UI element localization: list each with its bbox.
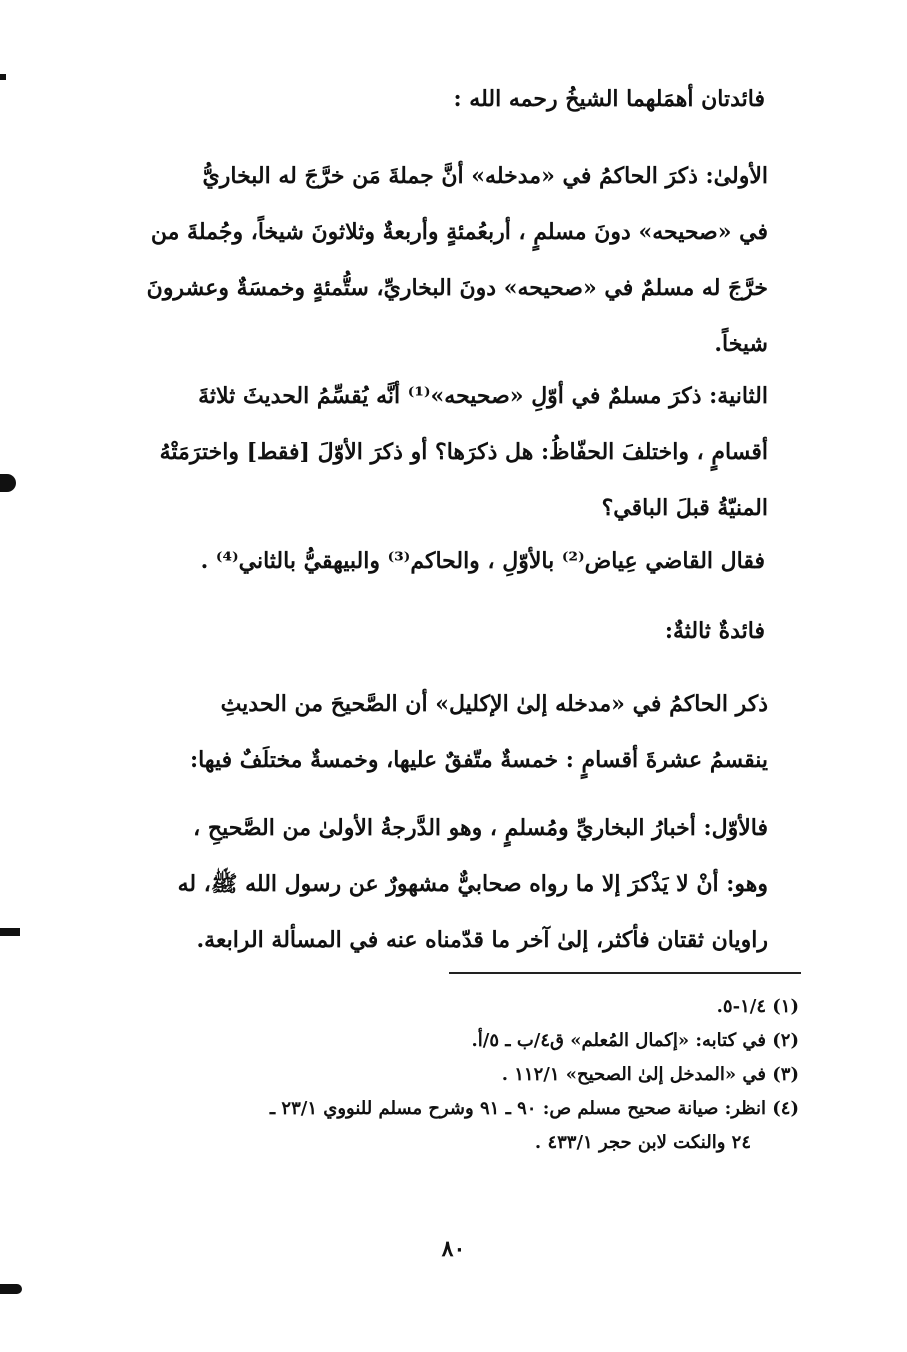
paragraph-first-category (108, 800, 768, 968)
text-line: ذكر الحاكمُ في «مدخله إلىٰ الإكليل» أن الصَّحيحَ من الحديثِ (220, 691, 768, 717)
text-line: خرَّجَ له مسلمٌ في «صحيحه» دونَ البخاريِّ، ستُّمئةٍ وخمسَةٌ وعشرونَ (146, 275, 768, 301)
page-number: ٨٠ (441, 1236, 466, 1262)
scan-edge-mark (0, 928, 20, 936)
text-line: ينقسمُ عشرةَ أقسامٍ : خمسةٌ متّفقٌ عليها، وخمسةٌ مختلَفٌ فيها: (189, 747, 768, 773)
section-heading-third-benefit: فائدةٌ ثالثةٌ: (664, 618, 765, 644)
footnote-4: (٤) انظر: صيانة صحيح مسلم ص: ٩٠ ـ ٩١ وشرح مسلم للنووي ٢٣/١ ـ (269, 1098, 799, 1119)
paragraph-second-benefit (108, 368, 768, 536)
footnote-1: (١) ١/٤-٥. (716, 996, 799, 1017)
text-line: وهو: أنْ لا يَذْكرَ إلا ما رواه صحابيٌّ مشهورٌ عن رسول الله ﷺ، له (177, 871, 768, 897)
footnote-divider (449, 972, 801, 974)
section-heading-two-benefits: فائدتان أهمَلهما الشيخُ رحمه الله : (453, 86, 765, 112)
paragraph-first-benefit (108, 148, 768, 372)
text-line: فالأوّل: أخبارُ البخاريِّ ومُسلمٍ ، وهو الدَّرجةُ الأولىٰ من الصَّحيحِ ، (193, 815, 768, 841)
text-line: الأولىٰ: ذكرَ الحاكمُ في «مدخله» أنَّ جملةَ مَن خرَّجَ له البخاريُّ (202, 163, 768, 189)
scan-edge-mark (0, 474, 16, 492)
text-line: الثانية: ذكرَ مسلمٌ في أوّلِ «صحيحه»⁽¹⁾ أنَّه يُقسِّمُ الحديثَ ثلاثةَ (198, 383, 768, 409)
text-line: راويان ثقتان فأكثر، إلىٰ آخر ما قدّمناه عنه في المسألة الرابعة. (196, 927, 768, 953)
footnotes (99, 990, 799, 1160)
scan-edge-mark (0, 74, 6, 80)
text-line: شيخاً. (714, 331, 768, 357)
paragraph-opinions: فقال القاضي عِياض⁽²⁾ بالأوّلِ ، والحاكم⁽³⁾ والبيهقيُّ بالثاني⁽⁴⁾ . (200, 548, 765, 574)
text-line: المنيّةُ قبلَ الباقي؟ (601, 495, 768, 521)
footnote-4-continuation: ٢٤ والنكت لابن حجر ٤٣٣/١ . (534, 1132, 751, 1153)
footnote-2: (٢) في كتابه: «إكمال المُعلم» ق٤/ب ـ ٥/أ. (471, 1030, 799, 1051)
paragraph-hakim-division (108, 676, 768, 788)
text-line: في «صحيحه» دونَ مسلمٍ ، أربعُمئةٍ وأربعةٌ وثلاثونَ شيخاً، وجُملةَ من (150, 219, 768, 245)
footnote-3: (٣) في «المدخل إلىٰ الصحيح» ١١٢/١ . (501, 1064, 799, 1085)
text-line: أقسامٍ ، واختلفَ الحفّاظُ: هل ذكرَها؟ أو ذكرَ الأوّلَ [فقط] واخترَمَتْهُ (159, 439, 768, 465)
scan-edge-mark (0, 1284, 22, 1294)
